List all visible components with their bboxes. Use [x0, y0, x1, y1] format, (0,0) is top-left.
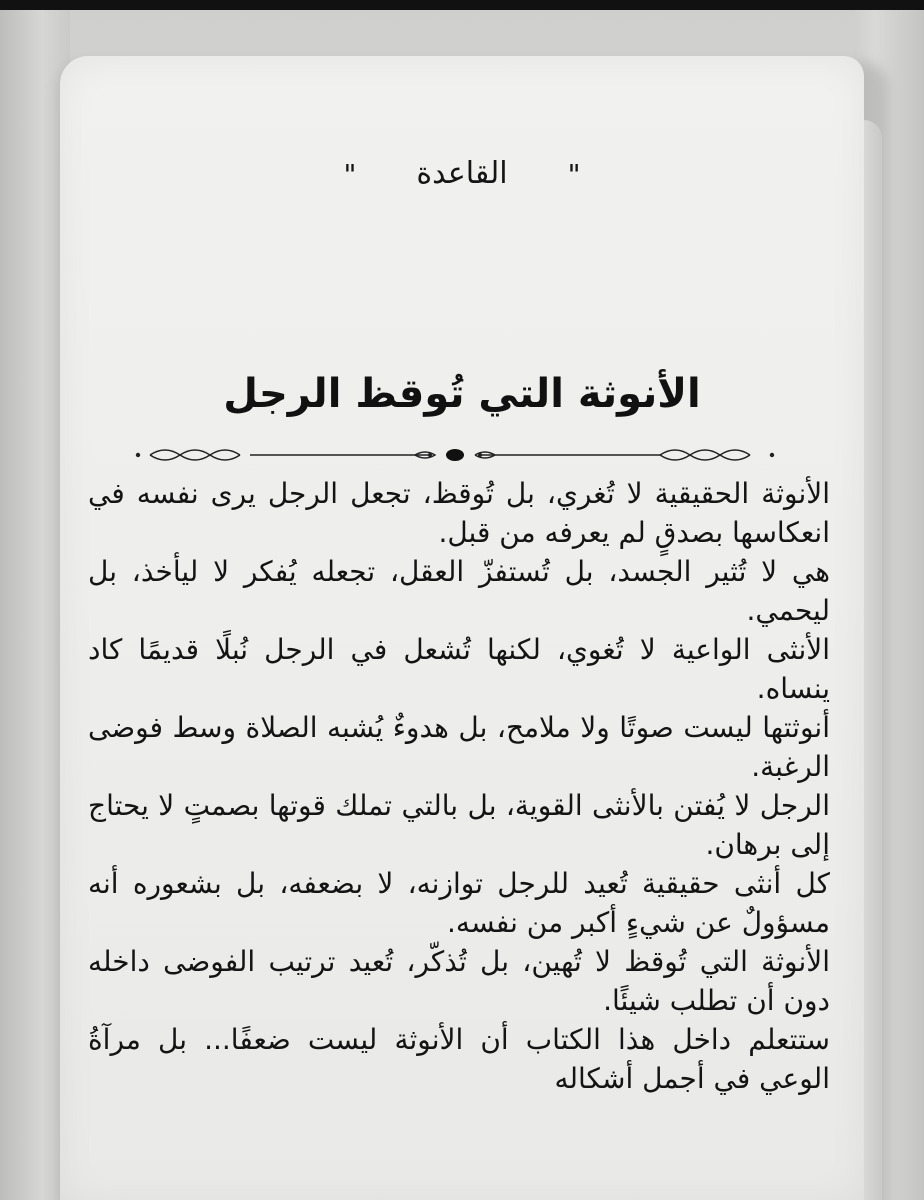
chapter-title: القاعدة — [416, 156, 508, 191]
chapter-quote-close: " — [343, 157, 357, 191]
chapter-header — [60, 154, 864, 195]
paragraph-6: كل أنثى حقيقية تُعيد للرجل توازنه، لا بضعفه، بل بشعوره أنه مسؤولٌ عن شيءٍ أكبر من نفسه. — [88, 867, 830, 939]
paragraph-8: ستتعلم داخل هذا الكتاب أن الأنوثة ليست ضعفًا... بل مرآةُ الوعي في أجمل أشكاله — [88, 1023, 830, 1095]
body-text — [88, 474, 830, 1098]
decorative-divider-icon — [130, 440, 780, 470]
paragraph-7: الأنوثة التي تُوقظ لا تُهين، بل تُذكّر، تُعيد ترتيب الفوضى داخله دون أن تطلب شيئًا. — [88, 945, 830, 1017]
page-heading: الأنوثة التي تُوقظ الرجل — [223, 371, 701, 417]
paragraph-4: أنوثتها ليست صوتًا ولا ملامح، بل هدوءٌ يُشبه الصلاة وسط فوضى الرغبة. — [88, 711, 830, 783]
paragraph-5: الرجل لا يُفتن بالأنثى القوية، بل بالتي تملك قوتها بصمتٍ لا يحتاج إلى برهان. — [88, 789, 830, 861]
screen-top-bar — [0, 0, 924, 10]
chapter-quote-open: " — [567, 157, 581, 191]
book-page — [60, 56, 864, 1200]
paragraph-2: هي لا تُثير الجسد، بل تُستفزّ العقل، تجعله يُفكر لا ليأخذ، بل ليحمي. — [88, 555, 830, 627]
paragraph-1: الأنوثة الحقيقية لا تُغري، بل تُوقظ، تجعل الرجل يرى نفسه في انعكاسها بصدقٍ لم يعرفه من قبل. — [88, 477, 830, 549]
paragraph-3: الأنثى الواعية لا تُغوي، لكنها تُشعل في الرجل نُبلًا قديمًا كاد ينساه. — [88, 633, 830, 705]
